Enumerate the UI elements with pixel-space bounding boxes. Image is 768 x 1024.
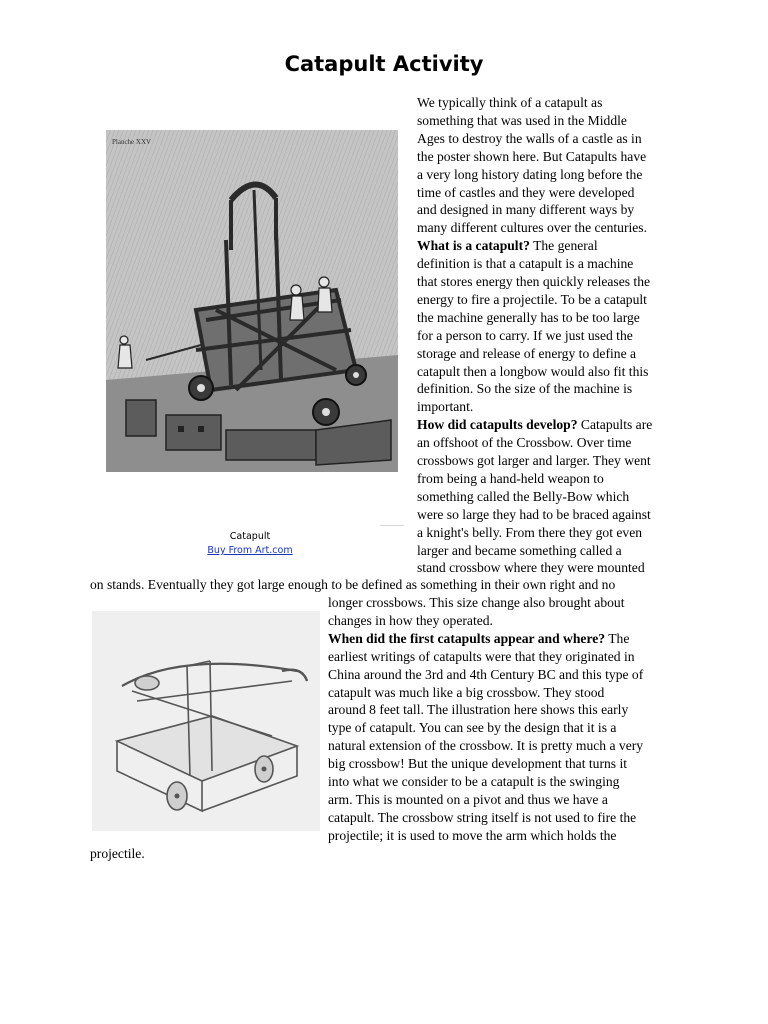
text-run: the poster shown here. But Catapults have [417, 148, 647, 164]
text-run: energy to fire a projectile. To be a catapult [417, 291, 647, 307]
text-run: definition. So the size of the machine is [417, 381, 633, 397]
text-line [417, 130, 642, 148]
text-line [417, 506, 651, 524]
text-run: time of castles and they were developed [417, 184, 635, 200]
text-run: stand crossbow where they were mounted [417, 560, 645, 576]
text-line [417, 434, 631, 452]
crossbow-catapult-illustration [92, 611, 320, 831]
text-run: the machine generally has to be too large [417, 309, 640, 325]
text-line [328, 755, 627, 773]
caption-label: Catapult [229, 531, 271, 542]
text-line [328, 701, 628, 719]
text-run: longer crossbows. This size change also brought about [328, 595, 625, 610]
text-run: larger and became something called a [417, 542, 622, 558]
text-run: for a person to carry. If we just used the [417, 327, 633, 343]
text-run: something that was used in the Middle [417, 112, 627, 128]
text-line [328, 791, 608, 809]
section-heading: How did catapults develop? [417, 417, 578, 433]
section-heading: When did the first catapults appear and where? [328, 630, 606, 646]
text-line [417, 559, 645, 577]
text-run: were so large they had to be braced against [417, 506, 651, 522]
text-run: on stands. Eventually they got large enough to be defined as something in their own right and no [90, 577, 616, 592]
text-line [328, 684, 604, 702]
text-run: that stores energy then quickly releases the [417, 274, 651, 289]
text-line [417, 470, 604, 488]
text-run: definition is that a catapult is a machine [417, 256, 634, 272]
text-line [417, 363, 648, 381]
text-run: a very long history dating long before the [417, 166, 643, 182]
page-title: Catapult Activity [284, 52, 484, 76]
text-run: around 8 feet tall. The illustration here shows this early [328, 702, 629, 718]
text-run: crossbows got larger and larger. They went [417, 453, 651, 468]
text-line [417, 291, 647, 309]
text-run: China around the 3rd and 4th Century BC and this type of [328, 666, 644, 682]
text-run: something called the Belly-Bow which [417, 488, 630, 504]
text-line [328, 809, 636, 827]
text-run: catapult was much like a big crossbow. They stood [328, 684, 605, 700]
text-line [328, 594, 625, 612]
text-run: catapult. The crossbow string itself is not used to fire the [328, 809, 637, 825]
text-run: into what we consider to be a catapult is the swinging [328, 774, 620, 789]
text-line [417, 166, 642, 184]
text-run: from being a hand-held weapon to [417, 470, 604, 486]
text-line [328, 773, 619, 791]
text-run: Ages to destroy the walls of a castle as in [417, 130, 642, 146]
text-run: The general [529, 238, 598, 254]
text-line [417, 398, 473, 416]
text-line [417, 488, 629, 506]
image-caption [190, 530, 310, 558]
text-run: catapult then a longbow would also fit this [417, 363, 649, 379]
text-line [417, 380, 632, 398]
text-line [328, 666, 643, 684]
text-line [417, 416, 652, 434]
text-line [328, 648, 635, 666]
text-line [417, 148, 646, 166]
text-line [417, 273, 650, 291]
text-line [417, 345, 636, 363]
plate-label: Planche XXV [112, 138, 152, 146]
divider [380, 525, 404, 526]
section-heading: What is a catapult? [417, 238, 530, 254]
text-line [417, 112, 627, 130]
text-run: changes in how they operated. [328, 612, 493, 628]
text-line [417, 219, 647, 237]
text-run: storage and release of energy to define a [417, 345, 637, 361]
text-line [417, 201, 634, 219]
text-run: Catapults are [577, 417, 653, 433]
text-run: important. [417, 399, 474, 415]
text-line [328, 630, 629, 648]
catapult-engraving-image [106, 130, 398, 472]
text-run: an offshoot of the Crossbow. Over time [417, 435, 632, 451]
text-line [417, 184, 634, 202]
text-line [417, 237, 598, 255]
text-run: natural extension of the crossbow. It is pretty much a very [328, 738, 644, 754]
text-line [328, 612, 493, 630]
text-run: and designed in many different ways by [417, 202, 635, 218]
text-run: a knight's belly. From there they got even [417, 524, 643, 540]
text-line [417, 524, 642, 542]
text-line [417, 542, 622, 560]
text-run: type of catapult. You can see by the design that it is a [328, 720, 617, 736]
text-line [417, 327, 633, 345]
text-run: The [605, 630, 630, 646]
text-run: arm. This is mounted on a pivot and thus we have a [328, 791, 608, 807]
text-line [417, 452, 651, 470]
text-line [328, 737, 643, 755]
text-run: projectile. [90, 846, 145, 861]
text-line [328, 719, 616, 737]
text-run: We typically think of a catapult as [417, 95, 603, 110]
text-line [90, 845, 145, 863]
text-line [417, 94, 602, 112]
text-line [417, 255, 633, 273]
text-line [417, 309, 640, 327]
text-run: many different cultures over the centuries. [417, 220, 647, 236]
text-run: projectile; it is used to move the arm which holds the [328, 827, 617, 843]
text-line [90, 576, 615, 594]
buy-from-artcom-link[interactable]: Buy From Art.com [207, 545, 293, 556]
text-run: earliest writings of catapults were that they originated in [328, 648, 635, 664]
text-line [328, 827, 616, 845]
text-run: big crossbow! But the unique development that turns it [328, 756, 628, 772]
